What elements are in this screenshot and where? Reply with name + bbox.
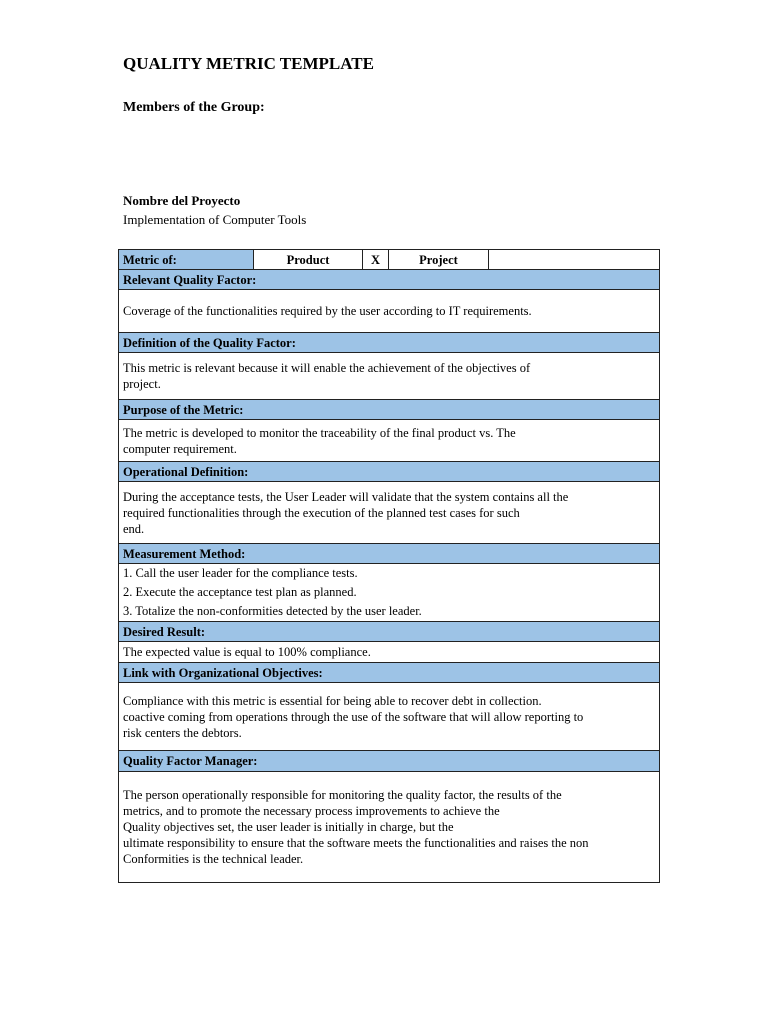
metric-option-product: Product	[254, 250, 363, 270]
measurement-step: 3. Totalize the non-conformities detected by the user leader.	[123, 604, 422, 618]
project-name-label: Nombre del Proyecto	[123, 193, 241, 208]
document-title: QUALITY METRIC TEMPLATE	[123, 54, 374, 73]
manager-line: Quality objectives set, the user leader is initially in charge, but the	[123, 820, 454, 834]
link-objectives-text	[119, 683, 660, 751]
purpose-text	[119, 420, 660, 462]
link-objectives-heading: Link with Organizational Objectives:	[119, 663, 660, 683]
operational-definition-line: During the acceptance tests, the User Leader will validate that the system contains all the	[123, 489, 569, 504]
operational-definition-text	[119, 482, 660, 544]
definition-text	[119, 353, 660, 400]
metric-of-row	[119, 250, 660, 270]
purpose-heading: Purpose of the Metric:	[119, 400, 660, 420]
manager-line: Conformities is the technical leader.	[123, 852, 304, 866]
manager-text	[119, 772, 660, 883]
relevant-quality-factor-text: Coverage of the functionalities required by the user according to IT requirements.	[119, 290, 660, 333]
definition-heading: Definition of the Quality Factor:	[119, 333, 660, 353]
metric-option-blank	[489, 250, 660, 270]
definition-line: This metric is relevant because it will enable the achievement of the objectives of	[123, 361, 531, 375]
measurement-method-heading: Measurement Method:	[119, 544, 660, 564]
measurement-step: 2. Execute the acceptance test plan as planned.	[123, 585, 357, 599]
metric-option-mark: X	[363, 250, 389, 270]
link-objectives-line: risk centers the debtors.	[123, 725, 242, 740]
relevant-quality-factor-heading: Relevant Quality Factor:	[119, 270, 660, 290]
members-label: Members of the Group:	[123, 100, 265, 115]
metric-option-project: Project	[389, 250, 489, 270]
definition-line: project.	[123, 377, 161, 391]
manager-line: The person operationally responsible for monitoring the quality factor, the results of the	[123, 788, 562, 802]
manager-heading: Quality Factor Manager:	[119, 751, 660, 772]
manager-line: metrics, and to promote the necessary process improvements to achieve the	[123, 804, 500, 818]
operational-definition-line: end.	[123, 521, 145, 536]
metric-of-label: Metric of:	[119, 250, 254, 270]
project-name-value: Implementation of Computer Tools	[123, 212, 307, 227]
purpose-line: computer requirement.	[123, 441, 237, 456]
purpose-line: The metric is developed to monitor the traceability of the final product vs. The	[123, 425, 516, 440]
operational-definition-heading: Operational Definition:	[119, 462, 660, 482]
desired-result-heading: Desired Result:	[119, 622, 660, 642]
measurement-method-steps	[119, 564, 660, 622]
link-objectives-line: coactive coming from operations through the use of the software that will allow reporting to	[123, 709, 584, 724]
measurement-step: 1. Call the user leader for the compliance tests.	[123, 566, 358, 580]
quality-metric-table	[118, 249, 660, 883]
link-objectives-line: Compliance with this metric is essential for being able to recover debt in collection.	[123, 693, 542, 708]
manager-line: ultimate responsibility to ensure that the software meets the functionalities and raises the non	[123, 836, 589, 850]
operational-definition-line: required functionalities through the execution of the planned test cases for such	[123, 505, 520, 520]
desired-result-text: The expected value is equal to 100% compliance.	[119, 642, 660, 663]
